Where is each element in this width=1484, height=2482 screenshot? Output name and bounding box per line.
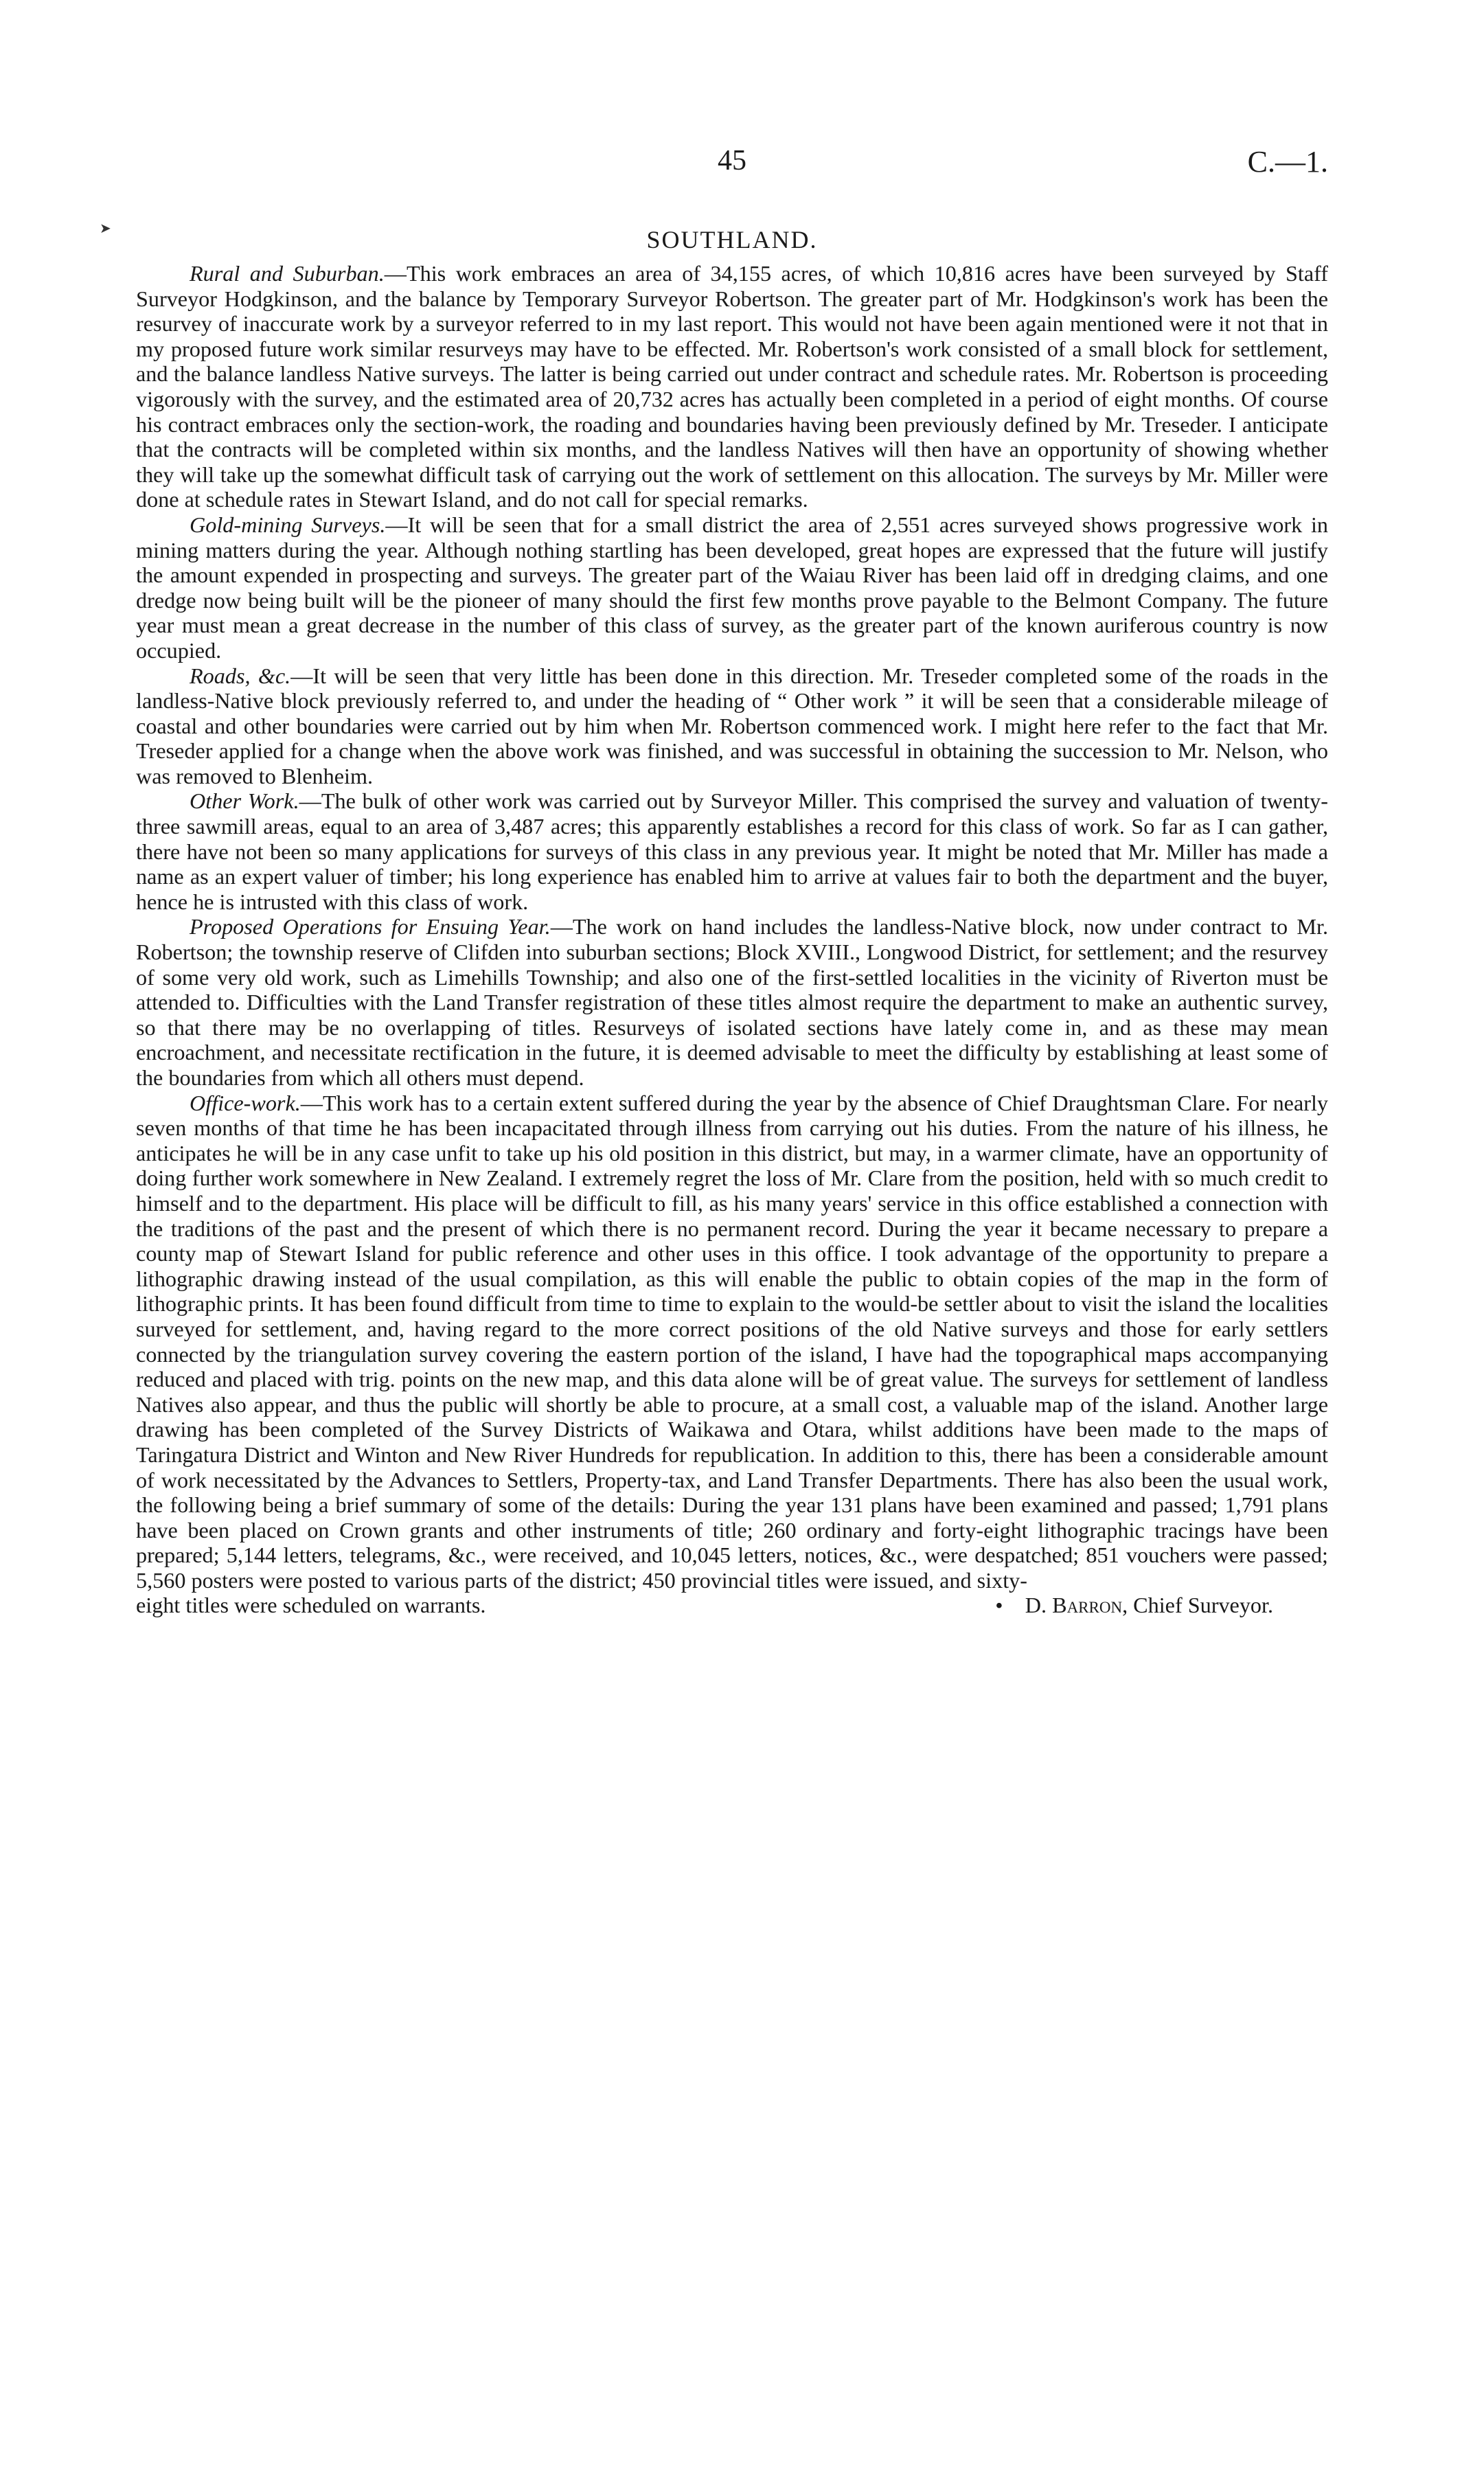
closing-text: eight titles were scheduled on warrants. bbox=[136, 1593, 486, 1618]
paragraph-gold-mining bbox=[136, 512, 1328, 663]
signature-block bbox=[995, 1593, 1273, 1618]
paragraph-body: —This work has to a certain extent suffered during the year by the absence of Chief Draughtsman Clare. For nearly seven months of that time he has been incapacitated through illness from carrying out his duties. From the nature of his illness, he anticipates he will be in any case unfit to take up his old position in this district, but may, in a warmer climate, have an opportunity of doing further work somewhere in New Zealand. I extremely regret the loss of Mr. Clare from the position, held with so much credit to himself and to the department. His place will be difficult to fill, as his many years' service in this office established a connection with the traditions of the past and the present of which there is no permanent record. During the year it became necessary to prepare a county map of Stewart Island for public reference and other uses in this office. I took advantage of the opportunity to prepare a lithographic drawing instead of the usual compilation, as this will enable the public to obtain copies of the map in the form of lithographic prints. It has been found difficult from time to time to explain to the would-be settler about to visit the island the localities surveyed for settlement, and, having regard to the more correct positions of the old Native surveys and those for early settlers connected by the triangulation survey covering the eastern portion of the island, I have had the topographical maps accompanying reduced and placed with trig. points on the new map, and this data alone will be of great value. The surveys for settlement of landless Natives also appear, and thus the public will shortly be able to procure, at a small cost, a valuable map of the island. Another large drawing has been completed of the Survey Districts of Waikawa and Otara, whilst additions have been made to the maps of Taringatura District and Winton and New River Hundreds for republication. In addition to this, there has been a considerable amount of work necessitated by the Advances to Settlers, Property-tax, and Land Transfer Departments. There has also been the usual work, the following being a brief summary of some of the details: During the year 131 plans have been examined and passed; 1,791 plans have been placed on Crown grants and other instruments of title; 260 ordinary and forty-eight lithographic tracings have been prepared; 5,144 letters, telegrams, &c., were received, and 10,045 letters, notices, &c., were despatched; 851 vouchers were passed; 5,560 posters were posted to various parts of the district; 450 provincial titles were issued, and sixty- bbox=[136, 1090, 1328, 1593]
paragraph-body: —The bulk of other work was carried out by Surveyor Miller. This comprised the survey and valuation of twenty-three sawmill areas, equal to an area of 3,487 acres; this apparently establishes a record for this class of work. So far as I can gather, there have not been so many applications for surveys of this class in any previous year. It might be noted that Mr. Miller has made a name as an expert valuer of timber; his long experience has enabled him to arrive at values fair to both the department and the buyer, hence he is intrusted with this class of work. bbox=[136, 788, 1328, 914]
paragraph-roads bbox=[136, 663, 1328, 789]
paragraph-heading: Gold-mining Surveys. bbox=[190, 512, 386, 537]
page-number: 45 bbox=[718, 145, 746, 177]
signature-bullet: • bbox=[995, 1593, 1003, 1618]
section-title: SOUTHLAND. bbox=[646, 226, 818, 253]
paragraph-heading: Roads, &c. bbox=[190, 663, 291, 688]
paragraph-body: —The work on hand includes the landless-Native block, now under contract to Mr. Robertson; the township reserve of Clifden into suburban sections; Block XVIII., Longwood District, for settlement; and the resurvey of some very old work, such as Limehills Township; and also one of the first-settled localities in the vicinity of Riverton must be attended to. Difficulties with the Land Transfer registration of these titles almost require the department to make an authentic survey, so that there may be no overlapping of titles. Resurveys of isolated sections have lately come in, and as these may mean encroachment, and necessitate rectification in the future, it is deemed advisable to meet the difficulty by establishing at least some of the boundaries from which all others must depend. bbox=[136, 914, 1328, 1090]
paragraph-body: —This work embraces an area of 34,155 acres, of which 10,816 acres have been surveyed by Staff Surveyor Hodgkinson, and the balance by Temporary Surveyor Robertson. The greater part of Mr. Hodgkinson's work has been the resurvey of inaccurate work by a surveyor referred to in my last report. This would not have been again mentioned were it not that in my proposed future work similar resurveys may have to be effected. Mr. Robertson's work consisted of a small block for settlement, and the balance landless Native surveys. The latter is being carried out under contract and schedule rates. Mr. Robertson is proceeding vigorously with the survey, and the estimated area of 20,732 acres has actually been completed in a period of eight months. Of course his contract embraces only the section-work, the roading and boundaries having been previously defined by Mr. Treseder. I anticipate that the contracts will be completed within six months, and the landless Natives will then have an opportunity of showing whether they will take up the somewhat difficult task of carrying out the work of settlement on this allocation. The surveys by Mr. Miller were done at schedule rates in Stewart Island, and do not call for special remarks. bbox=[136, 261, 1328, 512]
paragraph-heading: Proposed Operations for Ensuing Year. bbox=[190, 914, 551, 940]
margin-arrow-mark: ➤ bbox=[100, 220, 111, 236]
paragraph-heading: Office-work. bbox=[190, 1090, 301, 1115]
paragraph-body: —It will be seen that for a small district the area of 2,551 acres surveyed shows progressive work in mining matters during the year. Although nothing startling has been developed, great hopes are expressed that the future will justify the amount expended in prospecting and surveys. The greater part of the Waiau River has been laid off in dredging claims, and one dredge now being built will be the pioneer of many should the first few months prove payable to the Belmont Company. The future year must mean a great decrease in the number of this class of survey, as the greater part of the known auriferous country is now occupied. bbox=[136, 512, 1328, 663]
signature-title: , Chief Surveyor. bbox=[1122, 1593, 1273, 1618]
document-page bbox=[136, 144, 1328, 1620]
signature-initial: D. bbox=[1025, 1593, 1047, 1618]
paragraph-proposed-operations bbox=[136, 914, 1328, 1090]
paragraph-body: —It will be seen that very little has been done in this direction. Mr. Treseder completed some of the roads in the landless-Native block previously referred to, and under the heading of “ Other work ” it will be seen that a considerable mileage of coastal and other boundaries were carried out by him when Mr. Robertson commenced work. I might here refer to the fact that Mr. Treseder applied for a change when the above work was finished, and was successful in obtaining the succession to Mr. Nelson, who was removed to Blenheim. bbox=[136, 663, 1328, 788]
paragraph-heading: Other Work. bbox=[190, 788, 299, 814]
paragraph-other-work bbox=[136, 788, 1328, 914]
page-header bbox=[136, 144, 1328, 199]
document-reference: C.—1. bbox=[1247, 145, 1328, 179]
paragraph-office-work bbox=[136, 1091, 1328, 1593]
signature-line bbox=[136, 1593, 1328, 1620]
paragraph-heading: Rural and Suburban. bbox=[190, 261, 385, 286]
paragraph-rural-suburban bbox=[136, 261, 1328, 512]
signature-surname: Barron bbox=[1052, 1593, 1123, 1618]
